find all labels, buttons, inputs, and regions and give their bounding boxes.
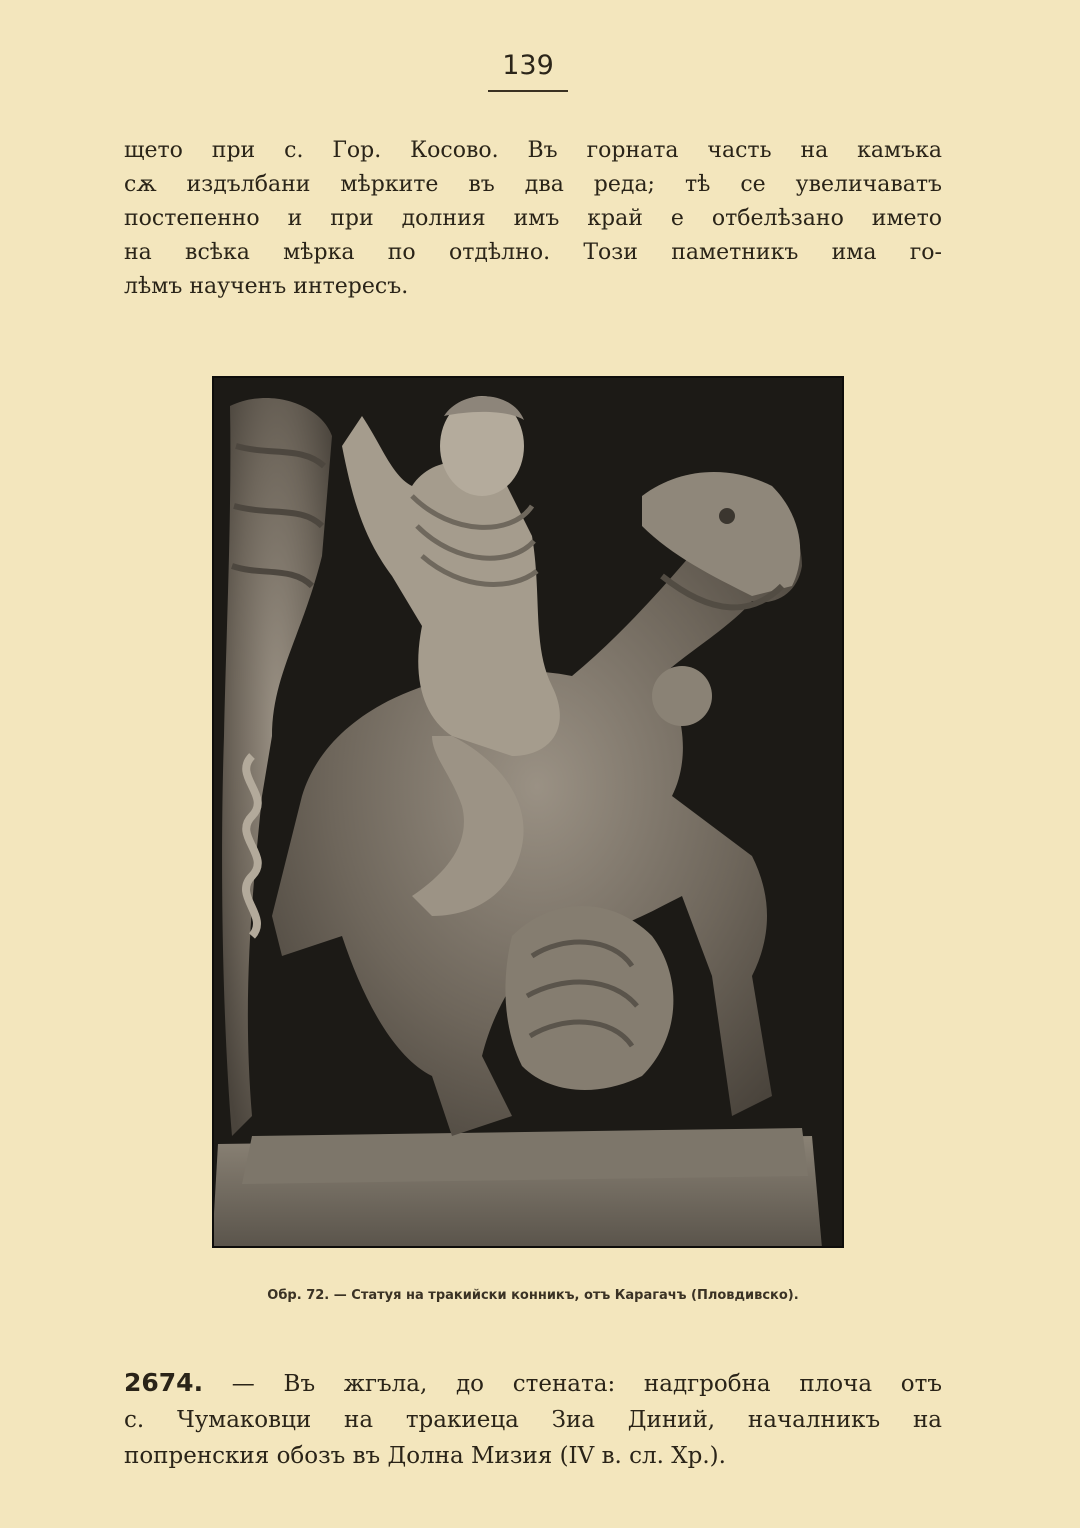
paragraph-line: лѣмъ наученъ интересъ. [124,274,409,299]
figure-caption: Обр. 72. — Статуя на тракийски конникъ, отъ Карагачъ (Пловдивско). [267,1288,799,1303]
lion-shape [505,906,673,1090]
entry-number: 2674. [124,1368,204,1397]
horseman-relief-illustration [212,376,844,1248]
entry-line: попренския обозъ въ Долна Мизия (IV в. сл. Хр.). [124,1443,726,1469]
catalog-entry-2674 [124,1365,942,1474]
entry-line-text: — Въ жгъла, до стената: надгробна плоча отъ [203,1371,942,1397]
page-number-rule [488,90,568,92]
plinth-top [242,1128,808,1184]
entry-line: с. Чумаковци на тракиеца Зиа Диний, началникъ на [124,1407,942,1433]
horse-eye [719,508,735,524]
paragraph-line: постепенно и при долния имъ край е отбелѣзано името [124,206,942,231]
paragraph-line: сѫ издълбани мѣрките въ два реда; тѣ се увеличаватъ [124,172,942,197]
body-paragraph [124,134,942,304]
entry-first-line [124,1365,942,1402]
page-number: 139 [502,50,554,81]
chest-lion-head [652,666,712,726]
paragraph-line: щето при с. Гор. Косово. Въ горната часть на камъка [124,138,942,163]
paragraph-line: на всѣка мѣрка по отдѣлно. Този паметникъ има го- [124,240,942,265]
figure-photo-thracian-horseman [212,376,844,1248]
